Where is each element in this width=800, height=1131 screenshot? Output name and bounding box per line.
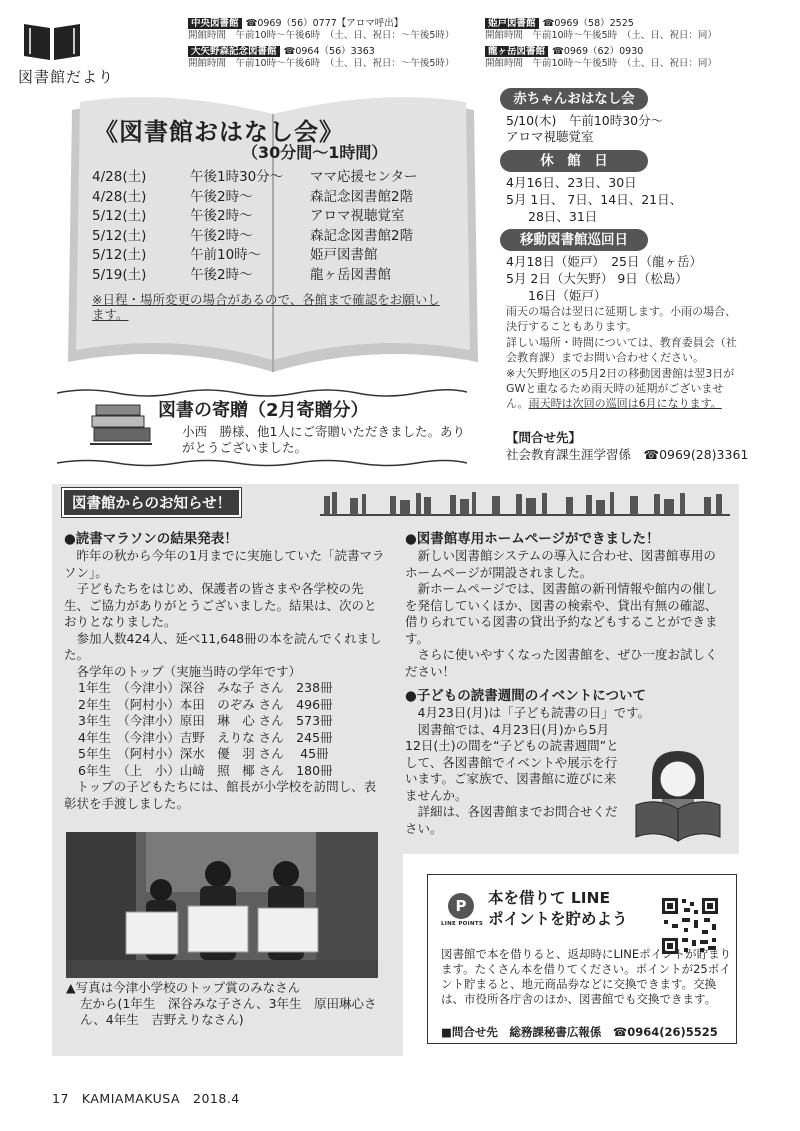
storytime-title: 《図書館おはなし会》 [94, 118, 344, 146]
contact-label: 【問合せ先】 [506, 430, 582, 445]
award-photo [66, 832, 378, 978]
library-info-oyano [188, 46, 454, 70]
marathon-paragraph: 昨年の秋から今年の1月までに実施していた「読書マラソン」。 [64, 548, 385, 580]
line-points-title-line2: ポイントを貯めよう [488, 910, 628, 928]
schedule-date: 5/19(土) [92, 266, 147, 283]
library-hours: 開館時間 午前10時〜午後6時 （土、日、祝日：〜午後5時） [188, 30, 455, 41]
schedule-place: アロマ視聴覚室 [310, 208, 405, 224]
schedule-place: 龍ヶ岳図書館 [310, 266, 391, 283]
marathon-paragraph: トップの子どもたちには、館長が小学校を訪問し、表彰状を手渡しました。 [64, 779, 377, 811]
marathon-rank-list [64, 680, 386, 779]
notices-title: 図書館からのお知らせ！ [62, 488, 241, 517]
photo-caption [66, 980, 386, 1028]
library-phone: ☎0969（62）0930 [552, 46, 644, 57]
line-points-title [488, 888, 628, 930]
decorative-wave-divider [57, 458, 467, 468]
closed-days-line: 4月16日、23日、30日 [506, 175, 637, 190]
homepage-paragraph: 新ホームページでは、図書館の新刊情報や館内の催しを発信していくほか、図書の検索や、貸出有無の確認、借りられている図書の貸出予約などもすることができます。 [405, 581, 718, 646]
schedule-place: ママ応援センター [310, 169, 418, 185]
schedule-date: 5/12(土) [92, 208, 147, 224]
library-name: 大矢野森記念図書館 [188, 46, 280, 57]
library-hours: 開館時間 午前10時〜午後5時 （土、日、祝日：同） [485, 30, 717, 41]
schedule-date: 4/28(土) [92, 169, 147, 185]
library-hours: 開館時間 午前10時〜午後5時 （土、日、祝日：同） [485, 58, 717, 69]
mobile-library-line: 5月 2日（大矢野） 9日（松島） [506, 271, 688, 286]
library-phone: ☎0969（58）2525 [542, 18, 634, 29]
marathon-paragraph: 子どもたちをはじめ、保護者の皆さまや各学校の先生、ご協力がありがとうございました。結果は、次のとおりとなりました。 [64, 581, 377, 629]
rank-row: 3年生 （今津小）原田 琳 心 さん 573冊 [78, 713, 333, 728]
line-points-label: LINE POINTS [441, 921, 484, 927]
library-name: 龍ヶ岳図書館 [485, 46, 548, 57]
schedule-time: 午後2時〜 [190, 188, 253, 205]
rank-row: 1年生 （今津小）深谷 みな子 さん 238冊 [78, 680, 333, 695]
kids-reading-heading: ●子どもの読書週間のイベントについて [405, 688, 647, 704]
library-name: 中央図書館 [188, 18, 242, 29]
donation-title: 図書の寄贈（2月寄贈分） [158, 400, 369, 421]
schedule-time: 午後2時〜 [190, 227, 253, 244]
mobile-oyano-note-underlined: 雨天時は次回の巡回は6月になります。 [528, 397, 722, 410]
donation-text: 小西 勝様、他1人にご寄贈いただきました。ありがとうございました。 [182, 424, 465, 455]
marathon-paragraph: 参加人数424人、延べ11,648冊の本を読んでくれました。 [64, 630, 382, 662]
schedule-time: 午後1時30分〜 [190, 169, 284, 185]
marathon-top-heading: 各学年のトップ（実施当時の学年です） [76, 663, 302, 679]
rank-row: 2年生 （阿村小）本田 のぞみ さん 496冊 [78, 696, 333, 712]
line-points-body: 図書館で本を借りると、返却時にLINEポイントが貯まります。たくさん本を借りてください。ポイントが25ポイント貯まると、地元商品券などに交換できます。交換は、市役所各庁舎のほか、図書館でも交換できます。 [441, 947, 732, 1006]
rank-row: 4年生 （今津小）吉野 えりな さん 245冊 [78, 729, 333, 745]
storytime-subtitle: （30分間〜1時間） [242, 143, 388, 162]
baby-storytime-place: アロマ視聴覚室 [506, 129, 594, 144]
storytime-schedule [92, 168, 417, 285]
homepage-section [405, 530, 727, 680]
schedule-place: 森記念図書館2階 [310, 188, 414, 205]
rank-row: 5年生 （阿村小）深水 優 羽 さん 45冊 [78, 746, 329, 761]
reading-child-icon [632, 747, 724, 843]
mobile-library-line: 4月18日（姫戸） 25日（龍ヶ岳） [506, 254, 703, 269]
marathon-heading: ●読書マラソンの結果発表！ [64, 531, 238, 547]
kids-paragraph: 4月23日(月)は「子ども読書の日」です。 [417, 705, 651, 720]
library-phone: ☎0969（56）0777【アロマ呼出】 [245, 18, 404, 29]
baby-storytime-date: 5/10(木) 午前10時30分〜 [506, 113, 664, 128]
newsletter-logo: 図書館だより [18, 68, 115, 86]
book-stack-icon [90, 397, 152, 449]
schedule-time: 午後2時〜 [190, 266, 253, 283]
schedule-row [92, 266, 417, 286]
line-points-icon: P [448, 893, 474, 919]
schedule-place: 姫戸図書館 [310, 247, 378, 263]
mobile-library-line: 16日（姫戸） [528, 288, 607, 303]
homepage-paragraph: 新しい図書館システムの導入に合わせ、図書館専用のホームページが開設されました。 [405, 548, 716, 580]
homepage-paragraph: さらに使いやすくなった図書館を、ぜひ一度お試しください！ [405, 647, 718, 679]
schedule-time: 午前10時〜 [190, 247, 262, 263]
mobile-rain-note: 雨天の場合は翌日に延期します。小雨の場合、決行することもあります。 [506, 305, 737, 333]
schedule-row [92, 227, 417, 247]
schedule-date: 5/12(土) [92, 247, 147, 263]
reading-marathon-section [64, 530, 386, 812]
mobile-oyano-note [506, 366, 740, 411]
schedule-row [92, 207, 417, 227]
schedule-time: 午後2時〜 [190, 208, 253, 224]
storytime-note: ※日程・場所変更の場合があるので、各館まで確認をお願いします。 [92, 292, 440, 322]
bookshelf-decoration [320, 490, 730, 516]
photo-caption-names: 左から(1年生 深谷みな子さん、3年生 原田琳心さん、4年生 吉野えりなさん) [80, 996, 377, 1027]
kids-paragraph: 詳細は、各図書館までお問合せください。 [405, 804, 618, 836]
line-points-contact: ■問合せ先 総務課秘書広報係 ☎0964(26)5525 [441, 1025, 718, 1039]
library-hours: 開館時間 午前10時〜午後6時 （土、日、祝日：〜午後5時） [188, 58, 455, 69]
closed-days-line: 28日、31日 [528, 209, 598, 224]
schedule-date: 5/12(土) [92, 227, 147, 244]
library-info-himedo [485, 18, 717, 42]
page-footer: 17 KAMIAMAKUSA 2018.4 [52, 1091, 240, 1106]
mobile-library-heading: 移動図書館巡回日 [500, 229, 648, 251]
schedule-row [92, 188, 417, 208]
homepage-heading: ●図書館専用ホームページができました！ [405, 531, 660, 547]
book-icon [22, 20, 82, 62]
mobile-oyano-note-text: ※大矢野地区の5月2日の移動図書館は翌3日がGWと重なるため雨天時の延期がございません。 [506, 367, 735, 410]
library-name: 姫戸図書館 [485, 18, 539, 29]
schedule-row [92, 168, 417, 188]
schedule-date: 4/28(土) [92, 188, 147, 205]
library-info-ryugatake [485, 46, 717, 70]
closed-days-heading: 休 館 日 [500, 150, 648, 172]
rank-row: 6年生 （上 小）山﨑 照 椰 さん 180冊 [78, 762, 333, 778]
library-phone: ☎0964（56）3363 [283, 46, 375, 57]
mobile-detail-note: 詳しい場所・時間については、教育委員会（社会教育課）までお問い合わせください。 [506, 336, 737, 364]
library-info-central [188, 18, 454, 42]
closed-days-line: 5月 1日、 7日、14日、21日、 [506, 192, 683, 207]
schedule-place: 森記念図書館2階 [310, 227, 414, 244]
baby-storytime-heading: 赤ちゃんおはなし会 [500, 88, 648, 110]
schedule-row [92, 246, 417, 266]
line-points-title-line1: 本を借りて LINE [488, 889, 611, 907]
photo-caption-title: ▲写真は今津小学校のトップ賞のみなさん [66, 980, 301, 995]
kids-paragraph: 図書館では、4月23日(月)から5月12日(土)の間を“子どもの読書週間”として、各図書館でイベントや展示を行います。ご家族で、図書館に遊びに来ませんか。 [405, 721, 619, 803]
contact-info: 社会教育課生涯学習係 ☎0969(28)3361 [506, 447, 749, 462]
